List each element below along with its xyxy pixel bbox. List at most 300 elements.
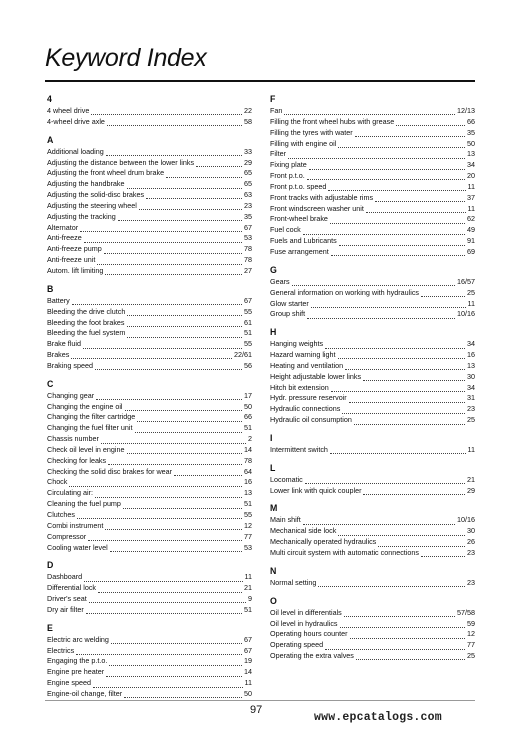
entry-page: 77 [467,640,475,650]
dot-leader [86,608,242,614]
entry-page: 11 [467,298,475,308]
entry-term: Hanging weights [270,339,324,349]
dot-leader [303,519,455,525]
entry-page: 16 [244,477,252,487]
entry-term: Fuels and Lubricants [270,236,337,246]
entry-page: 78 [244,244,252,254]
entry-term: General information on working with hydraulics [270,287,420,297]
entry-page: 16 [467,350,475,360]
entry-page: 10/16 [457,309,475,319]
dot-leader [288,153,465,159]
entry-page: 13 [467,149,475,159]
index-entry [47,328,252,339]
dot-leader [83,343,242,349]
section-letter: N [270,565,277,576]
dot-leader [84,576,242,582]
index-entry [47,467,252,478]
entry-page: 55 [244,339,252,349]
entry-term: Electric arc welding [47,634,109,644]
index-entry [47,255,252,266]
dot-leader [109,660,242,666]
entry-term: Hazard warning light [270,350,336,360]
index-entry [47,456,252,467]
entry-page: 66 [467,116,475,126]
entry-term: Adjusting the steering wheel [47,200,137,210]
entry-page: 11 [244,678,252,688]
entry-page: 51 [244,328,252,338]
entry-page: 69 [467,246,475,256]
dot-leader [93,682,243,688]
entry-term: Hydraulic oil consumption [270,415,352,425]
entry-page: 29 [467,485,475,495]
dot-leader [95,364,242,370]
entry-term: Brake fluid [47,339,81,349]
index-section [270,326,475,426]
index-section [270,595,475,662]
dot-leader [124,692,242,698]
section-letter: H [270,327,277,338]
entry-page: 50 [244,401,252,411]
entry-page: 30 [467,526,475,536]
entry-page: 31 [467,393,475,403]
entry-page: 14 [244,667,252,677]
index-entry [47,434,252,445]
dot-leader [110,546,242,552]
entry-page: 11 [467,181,475,191]
dot-leader [166,172,242,178]
section-letter: O [270,595,277,606]
entry-page: 12 [244,520,252,530]
index-entry [47,605,252,616]
index-entry [47,646,252,657]
index-entry [270,182,475,193]
entry-page: 35 [467,127,475,137]
entry-term: Adjusting the front wheel drum brake [47,168,165,178]
entry-term: Heating and ventilation [270,360,344,370]
entry-page: 21 [244,583,252,593]
entry-term: Chassis number [47,434,99,444]
index-entry [47,307,252,318]
index-entry [47,223,252,234]
footer-rule [45,700,475,701]
index-entry [47,656,252,667]
entry-term: Checking the solid disc brakes for wear [47,466,173,476]
index-entry [270,128,475,139]
entry-page: 29 [244,157,252,167]
entry-page: 64 [244,466,252,476]
entry-page: 49 [467,225,475,235]
dot-leader [174,470,242,476]
index-section [47,378,252,554]
dot-leader [101,438,246,444]
dot-leader [363,489,465,495]
entry-page: 12/13 [457,106,475,115]
entry-term: Combi instrument [47,520,104,530]
index-entry [270,445,475,456]
entry-page: 23 [467,548,475,557]
index-entry [270,515,475,526]
entry-page: 20 [467,171,475,181]
entry-term: Bleeding the foot brakes [47,317,125,327]
entry-term: Mechanical side lock [270,526,337,536]
entry-term: Changing the fuel filter unit [47,423,133,433]
index-entry [47,179,252,190]
dot-leader [196,161,242,167]
entry-term: Alternator [47,222,79,232]
entry-page: 67 [244,645,252,655]
index-entry [47,147,252,158]
entry-term: Circulating air: [47,488,93,498]
entry-term: Anti-freeze pump [47,244,102,254]
dot-leader [125,405,242,411]
entry-term: Anti-freeze unit [47,255,96,265]
index-entry [47,510,252,521]
index-entry [47,594,252,605]
index-section [47,134,252,277]
dot-leader [118,215,242,221]
entry-page: 67 [244,222,252,232]
entry-term: Locomatic [270,474,303,484]
dot-leader [307,174,465,180]
entry-page: 91 [467,236,475,246]
entry-page: 67 [244,295,252,305]
entry-term: Bleeding the fuel system [47,328,126,338]
entry-page: 53 [244,542,252,552]
entry-page: 26 [467,537,475,547]
entry-term: Normal setting [270,577,317,587]
index-entry [47,117,252,128]
dot-leader [91,109,242,115]
index-entry [47,233,252,244]
section-letter: E [47,622,53,633]
entry-term: Operating hours counter [270,629,348,639]
title-underline [45,80,475,82]
entry-term: Compressor [47,531,87,541]
entry-term: Hitch bit extension [270,382,329,392]
dot-leader [328,185,465,191]
index-entry [47,244,252,255]
entry-term: Driver's seat [47,594,87,604]
section-letter: A [47,134,54,145]
dot-leader [135,427,242,433]
dot-leader [325,343,465,349]
dot-leader [338,142,465,148]
entry-page: 33 [244,146,252,156]
entry-term: Adjusting the tracking [47,211,116,221]
index-entry [270,247,475,258]
index-entry [47,689,252,700]
entry-page: 10/16 [457,515,475,525]
entry-page: 62 [467,214,475,224]
entry-term: Fixing plate [270,160,307,170]
index-entry [270,193,475,204]
entry-page: 51 [244,423,252,433]
dot-leader [72,299,242,305]
entry-term: Hydr. pressure reservoir [270,393,347,403]
entry-term: Changing the filter cartridge [47,412,136,422]
section-letter: G [270,264,277,275]
index-entry [47,266,252,277]
entry-term: Front tracks with adjustable rims [270,192,374,202]
index-entry [270,277,475,288]
index-entry [47,445,252,456]
entry-term: Intermittent switch [270,444,328,454]
index-section [270,264,475,320]
entry-term: Clutches [47,510,75,519]
dot-leader [375,196,465,202]
index-entry [270,361,475,372]
entry-term: 4-wheel drive axle [47,116,105,126]
index-entry [270,299,475,310]
dot-leader [303,229,465,235]
index-entry [270,393,475,404]
entry-term: Gears [270,276,290,286]
index-entry [47,521,252,532]
index-entry [270,350,475,361]
index-entry [47,667,252,678]
index-section [47,622,252,700]
entry-page: 78 [244,255,252,265]
dot-leader [69,481,242,487]
dot-leader [338,530,465,536]
index-entry [270,537,475,548]
entry-page: 17 [244,390,252,400]
entry-page: 25 [467,415,475,425]
entry-term: Height adjustable lower links [270,371,362,381]
index-entry [47,190,252,201]
dot-leader [339,240,465,246]
index-entry [270,149,475,160]
entry-page: 13 [244,488,252,498]
dot-leader [342,408,465,414]
entry-term: Additional loading [47,146,104,156]
entry-term: Cooling water level [47,542,108,552]
entry-page: 22 [244,106,252,115]
page-title: Keyword Index [45,44,207,72]
entry-term: Oil level in hydraulics [270,618,338,628]
dot-leader [105,269,242,275]
index-column-left [47,93,252,706]
index-entry [270,225,475,236]
dot-leader [378,541,465,547]
dot-leader [340,622,465,628]
entry-term: Operating speed [270,640,324,650]
dot-leader [89,597,246,603]
entry-term: Chock [47,477,68,487]
dot-leader [354,419,465,425]
section-letter: C [47,378,54,389]
entry-term: Front-wheel brake [270,214,328,224]
dot-leader [331,386,465,392]
index-entry [47,212,252,223]
dot-leader [309,164,465,170]
entry-term: Engine-oil change, filter [47,688,123,698]
dot-leader [105,524,242,530]
entry-term: Multi circuit system with automatic connections [270,548,419,557]
dot-leader [127,448,242,454]
watermark: www.epcatalogs.com [314,711,442,724]
entry-term: Brakes [47,350,70,360]
entry-page: 34 [467,160,475,170]
dot-leader [76,649,242,655]
index-entry [47,350,252,361]
entry-page: 25 [467,287,475,297]
entry-term: Electrics [47,645,75,655]
entry-page: 55 [244,306,252,316]
dot-leader [107,120,242,126]
entry-term: Front p.t.o. [270,171,305,181]
entry-page: 13 [467,360,475,370]
index-section [270,432,475,456]
dot-leader [88,535,242,541]
entry-page: 50 [467,138,475,148]
index-section [270,502,475,558]
entry-term: 4 wheel drive [47,106,90,115]
index-column-right [270,93,475,668]
section-letter: M [270,503,278,514]
entry-page: 50 [244,688,252,698]
entry-page: 63 [244,190,252,200]
index-entry [47,488,252,499]
index-section [270,462,475,497]
dot-leader [356,654,465,660]
entry-term: Group shift [270,309,306,319]
index-section [270,565,475,589]
index-entry [47,543,252,554]
dot-leader [350,633,465,639]
entry-term: Anti-freeze [47,233,82,243]
entry-page: 59 [467,618,475,628]
dot-leader [421,291,465,297]
index-entry [47,158,252,169]
entry-page: 27 [244,265,252,275]
entry-term: Oil level in differentials [270,607,342,617]
entry-term: Adjusting the handbrake [47,179,125,189]
entry-page: 34 [467,382,475,392]
section-letter: B [47,283,54,294]
dot-leader [106,671,242,677]
index-entry [47,678,252,689]
index-entry [47,412,252,423]
entry-page: 23 [467,404,475,414]
dot-leader [396,120,465,126]
index-entry [270,486,475,497]
index-section [270,93,475,258]
entry-page: 58 [244,116,252,126]
entry-page: 23 [244,200,252,210]
index-entry [270,236,475,247]
index-entry [47,635,252,646]
entry-term: Braking speed [47,360,93,370]
dot-leader [80,226,242,232]
entry-page: 11 [244,572,252,582]
index-entry [270,640,475,651]
dot-leader [104,248,242,254]
index-entry [270,106,475,117]
index-entry [270,160,475,171]
entry-term: Filling the front wheel hubs with grease [270,116,395,126]
dot-leader [325,644,465,650]
dot-leader [331,250,465,256]
index-entry [270,204,475,215]
index-entry [47,201,252,212]
index-entry [270,475,475,486]
entry-term: Adjusting the solid-disc brakes [47,190,145,200]
entry-term: Check oil level in engine [47,444,125,454]
page-number: 97 [250,704,263,716]
index-entry [47,361,252,372]
index-entry [270,214,475,225]
entry-term: Adjusting the distance between the lower links [47,157,195,167]
section-letter: F [270,94,276,104]
dot-leader [84,237,242,243]
section-letter: D [47,560,54,571]
index-entry [47,423,252,434]
index-entry [270,117,475,128]
dot-leader [139,204,242,210]
entry-page: 19 [244,656,252,666]
entry-page: 9 [248,594,252,604]
index-section [47,93,252,128]
index-entry [47,499,252,510]
entry-term: Bleeding the drive clutch [47,306,126,316]
entry-term: Autom. lift limiting [47,265,104,275]
index-entry [270,372,475,383]
index-entry [270,526,475,537]
index-entry [47,106,252,117]
entry-page: 25 [467,651,475,661]
entry-page: 65 [244,179,252,189]
entry-term: Engaging the p.t.o. [47,656,108,666]
entry-page: 56 [244,360,252,370]
dot-leader [284,109,455,115]
entry-page: 57/58 [457,607,475,617]
dot-leader [355,131,465,137]
index-entry [270,651,475,662]
index-entry [270,171,475,182]
entry-term: Battery [47,295,70,305]
entry-page: 51 [244,499,252,509]
dot-leader [330,218,465,224]
dot-leader [127,183,242,189]
entry-page: 11 [467,444,475,454]
entry-term: Fuse arrangement [270,246,329,256]
entry-term: Engine pre heater [47,667,105,677]
entry-term: Filling the tyres with water [270,127,353,137]
index-entry [270,139,475,150]
entry-page: 55 [244,510,252,519]
entry-term: Filter [270,149,286,159]
dot-leader [146,193,242,199]
dot-leader [330,448,466,454]
index-entry [270,578,475,589]
entry-page: 51 [244,604,252,614]
entry-page: 16/57 [457,276,475,286]
dot-leader [98,587,242,593]
index-entry [270,548,475,559]
dot-leader [338,353,465,359]
entry-term: Differential lock [47,583,97,593]
dot-leader [111,638,242,644]
dot-leader [127,321,242,327]
entry-term: Hydraulic connections [270,404,341,414]
dot-leader [71,353,232,359]
entry-term: Glow starter [270,298,309,308]
entry-page: 11 [467,203,475,213]
entry-term: Fuel cock [270,225,301,235]
index-entry [47,391,252,402]
dot-leader [108,459,242,465]
